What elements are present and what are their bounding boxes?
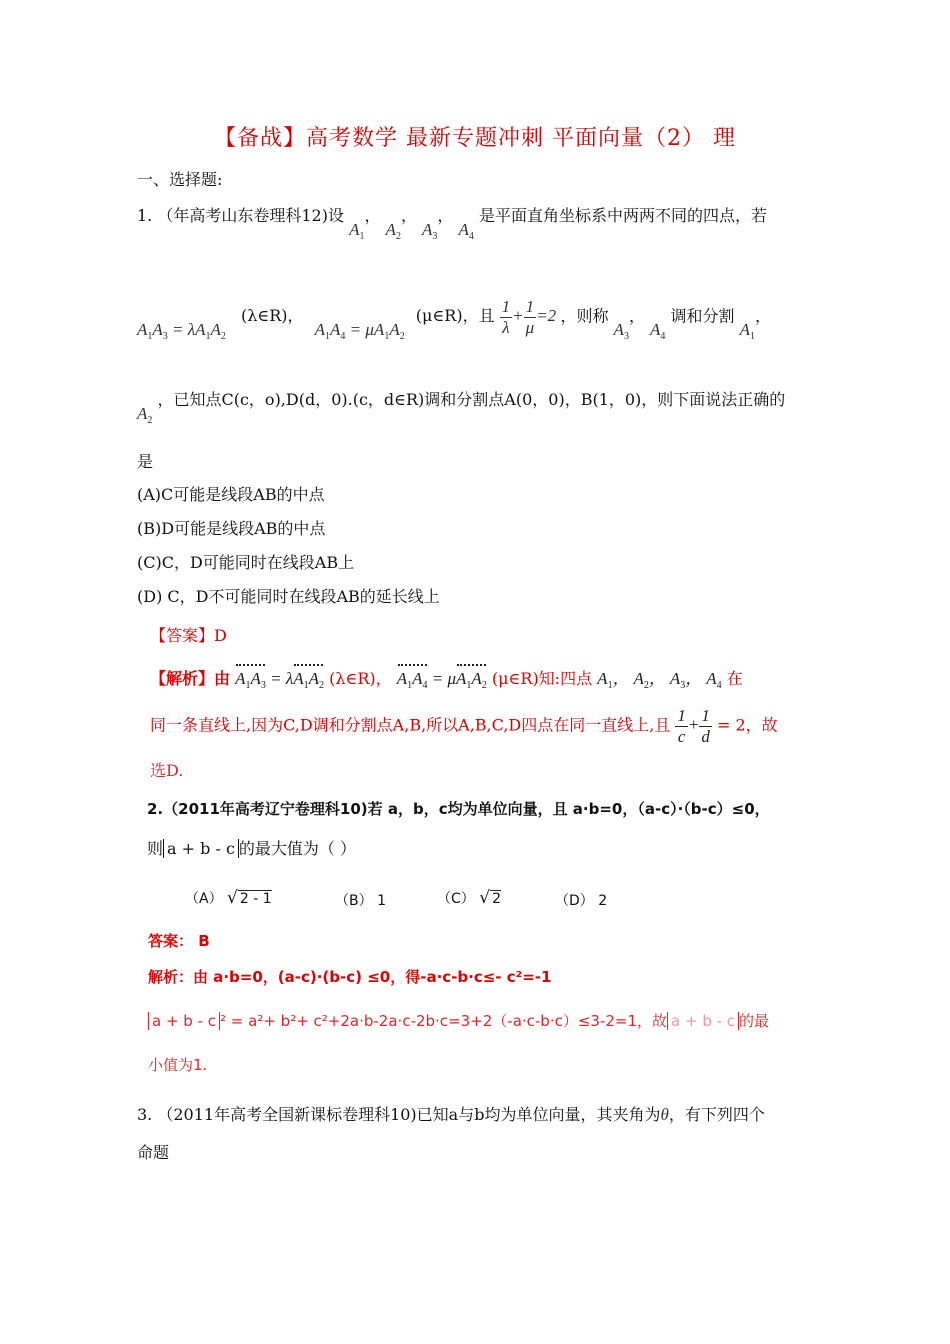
q1-option-a: (A)C可能是线段AB的中点 <box>137 485 325 504</box>
q2-analysis-tail: 的最 <box>739 1012 770 1030</box>
q2-option-a: （A） √ 2 - 1 <box>185 888 272 908</box>
q1-analysis-text2: 同一条直线上,因为C,D调和分割点A,B,所以A,B,C,D四点在同一直线上,且 <box>150 715 671 735</box>
q3-line1-tail: ，有下列四个 <box>668 1105 765 1124</box>
frac-cd: $\frac{1}{c}$ + $\frac{1}{d}$ <box>677 706 710 746</box>
q1-harmonic: 调和分割 <box>670 306 735 326</box>
point-a4: $A_4$ <box>458 220 474 242</box>
q1-option-d: (D) C，D不可能同时在线段AB的延长线上 <box>137 587 440 606</box>
q3-line1-text: 3. （2011年高考全国新课标卷理科10)已知a与b均为单位向量，其夹角为 <box>137 1105 661 1124</box>
q1-analysis-lambda: (λ∈R)， <box>329 669 392 688</box>
q2-analysis-abs1: a + b - c <box>148 1012 220 1030</box>
q2-option-d: （D） 2 <box>555 893 608 909</box>
q2-line1: 2.（2011年高考辽宁卷理科10)若 a，b，c均为单位向量，且 a·b=0，（a-c）·（b-c）≤0， <box>147 800 770 818</box>
q1-line3 <box>137 387 786 426</box>
vec-a1a4: $A_1A_4 = \mu A_1A_2$ <box>396 669 487 691</box>
point-a3: $A_3$ <box>422 220 438 242</box>
q1-intro-text: 1. （年高考山东卷理科12)设 <box>137 206 344 225</box>
point-a2-ref: $A_2$ <box>137 404 153 426</box>
q3-line2: 命题 <box>137 1143 170 1162</box>
lambda-condition: (λ∈R)， <box>241 306 304 326</box>
q3-line1 <box>137 1102 765 1125</box>
point-a3-ref: $A_3$ <box>613 320 629 343</box>
vec-a1a3: $A_1A_3 = \lambda A_1A_2$ <box>235 669 325 691</box>
frac-sum: $\frac{1}{\lambda}$ + $\frac{1}{\mu}$ =2 <box>501 297 557 337</box>
q2-answer: 答案： B <box>148 932 210 950</box>
eq-a1a3: $A_1A_3 = \lambda A_1A_2$ <box>137 320 226 343</box>
theta-symbol: θ <box>660 1105 669 1124</box>
q1-analysis-line1 <box>150 664 743 691</box>
point-a2: $A_2$ <box>385 220 401 242</box>
q1-analysis-line2 <box>150 706 778 747</box>
page-title: 【备战】高考数学 最新专题冲刺 平面向量（2） 理 <box>214 126 736 151</box>
points-list: $A_1$， $A_2$， $A_3$， $A_4$ <box>597 669 722 691</box>
q1-call: ，则称 <box>560 306 609 326</box>
q1-option-c: (C)C，D可能同时在线段AB上 <box>137 553 355 572</box>
point-a1-ref: $A_1$ <box>739 320 756 343</box>
q1-analysis-label: 【解析】由 <box>150 669 231 688</box>
point-a4-ref: $A_4$ <box>650 320 666 343</box>
point-a1: $A_1$ <box>349 220 365 242</box>
q2-analysis-line1: 解析：由 a·b=0，(a-c)·(b-c) ≤0，得-a·c-b·c≤- c²=-1 <box>148 968 552 986</box>
q1-line4: 是 <box>137 452 154 471</box>
q2-line2-post: 的最大值为（ ） <box>238 839 357 858</box>
q1-intro-tail: 是平面直角坐标系中两两不同的四点，若 <box>479 206 768 225</box>
q1-option-b: (B)D可能是线段AB的中点 <box>137 519 326 538</box>
mu-condition: (μ∈R)，且 <box>415 306 495 326</box>
q1-analysis-eq: = 2，故 <box>717 715 778 735</box>
eq-a1a4: $A_1A_4 = \mu A_1A_2$ <box>314 320 405 343</box>
q2-option-b: （B） 1 <box>335 893 386 909</box>
q1-line3-text: ，已知点C(c，o),D(d，0).(c，d∈R)调和分割点A(0，0)，B(1，0)，则下面说法正确的 <box>157 390 786 409</box>
q2-analysis-calc: ² = a²+ b²+ c²+2a·b-2a·c-2b·c=3+2（-a·c-b·c）≤3-2=1，故 <box>220 1012 668 1030</box>
section-heading: 一、选择题: <box>137 170 223 189</box>
q2-analysis-line3: 小值为1. <box>148 1056 208 1074</box>
q2-option-c: （C） √ 2 <box>437 888 501 908</box>
q1-condition: $A_1A_3 = \lambda A_1A_2$ (λ∈R)， $A_1A_4 = \mu A_1A_2$ (μ∈R)，且 $\frac{1}{\lambda}$ + $\frac{1}{\mu}$ =2 ，则称 $A_3$， $A_4$ 调和分割 $A_1$， <box>137 297 772 343</box>
q2-abs-expr: a + b - c <box>163 839 239 858</box>
q1-analysis-tail: 在 <box>726 669 743 688</box>
q1-analysis-mu: (μ∈R)知:四点 <box>491 669 593 688</box>
q1-intro: 1. （年高考山东卷理科12)设 $A_1$， $A_2$， $A_3$， $A_4$ 是平面直角坐标系中两两不同的四点，若 <box>137 206 768 242</box>
q2-analysis-abs2: a + b - c <box>667 1012 739 1030</box>
q2-analysis-line2 <box>148 1010 769 1031</box>
q1-analysis-line3: 选D. <box>150 761 184 780</box>
q2-line2-pre: 则 <box>147 839 164 858</box>
q1-answer: 【答案】D <box>150 626 227 645</box>
q2-line2 <box>147 836 356 859</box>
